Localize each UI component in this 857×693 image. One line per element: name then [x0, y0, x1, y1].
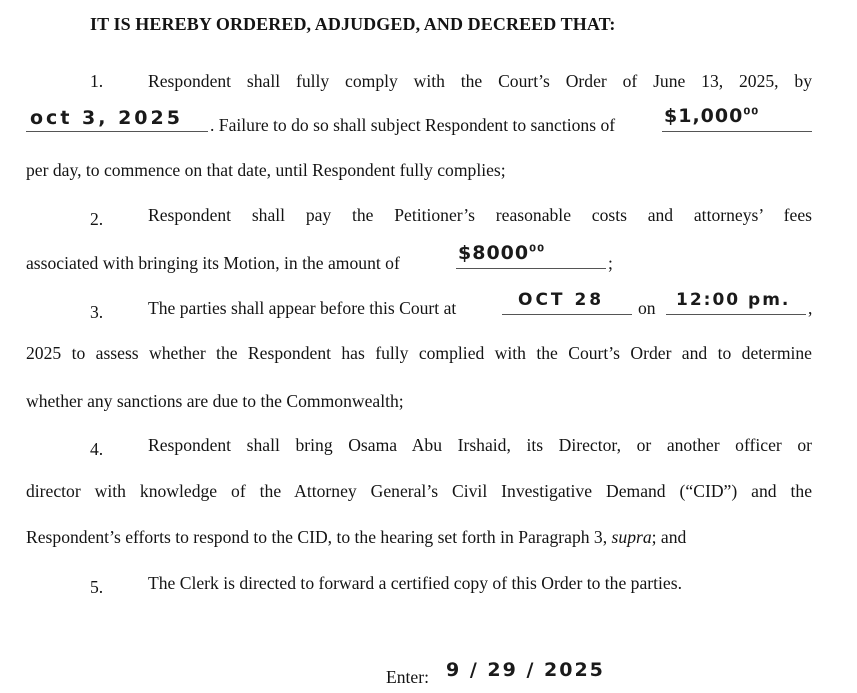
item-2-line1: Respondent shall pay the Petitioner’s reasonable costs and attorneys’ fees [148, 205, 812, 225]
item-1-line3: per day, to commence on that date, until Respondent fully complies; [26, 160, 506, 180]
item-4-line3: Respondent’s efforts to respond to the CID, to the hearing set forth in Paragraph 3, supra; and [26, 527, 687, 547]
item-3-on-word: on [638, 298, 656, 318]
item-1-handwritten-date: oct 3, 2025 [30, 107, 183, 129]
item-2-line-end: ; [608, 253, 613, 273]
supra-word: supra [611, 527, 652, 547]
item-5-number: 5. [90, 577, 104, 597]
item-3-line2: 2025 to assess whether the Respondent has fully complied with the Court’s Order and to determine [26, 343, 812, 363]
item-1-date-blank [26, 131, 208, 132]
order-heading: IT IS HEREBY ORDERED, ADJUDGED, AND DECREED THAT: [90, 14, 616, 34]
item-3-handwritten-time: 12:00 pm. [676, 290, 791, 310]
item-4-line1: Respondent shall bring Osama Abu Irshaid, its Director, or another officer or [148, 435, 812, 455]
item-2-number: 2. [90, 209, 104, 229]
item-3-handwritten-date: OCT 28 [518, 290, 605, 310]
item-3-line1: The parties shall appear before this Court at [148, 298, 457, 318]
item-2-amount-blank [456, 268, 606, 269]
item-1-amount-blank [662, 131, 812, 132]
item-3-time-blank [666, 314, 806, 315]
item-3-line3: whether any sanctions are due to the Commonwealth; [26, 391, 404, 411]
item-4-number: 4. [90, 439, 104, 459]
item-5-line1: The Clerk is directed to forward a certified copy of this Order to the parties. [148, 573, 682, 593]
item-3-comma: , [808, 298, 813, 318]
item-3-date-blank [502, 314, 632, 315]
enter-handwritten-date: 9 / 29 / 2025 [446, 659, 605, 681]
item-1-number: 1. [90, 71, 104, 91]
item-2-handwritten-amount: $8000$^{00}$ [458, 242, 546, 264]
item-3-number: 3. [90, 302, 104, 322]
item-2-line2: associated with bringing its Motion, in the amount of [26, 253, 400, 273]
enter-label: Enter: [386, 667, 429, 687]
item-1-handwritten-amount: $1,000$^{00}$ [664, 105, 760, 127]
item-1-line2: . Failure to do so shall subject Respondent to sanctions of [210, 115, 616, 135]
item-1-line1: Respondent shall fully comply with the Court’s Order of June 13, 2025, by [148, 71, 812, 91]
item-4-line2: director with knowledge of the Attorney General’s Civil Investigative Demand (“CID”) and the [26, 481, 812, 501]
